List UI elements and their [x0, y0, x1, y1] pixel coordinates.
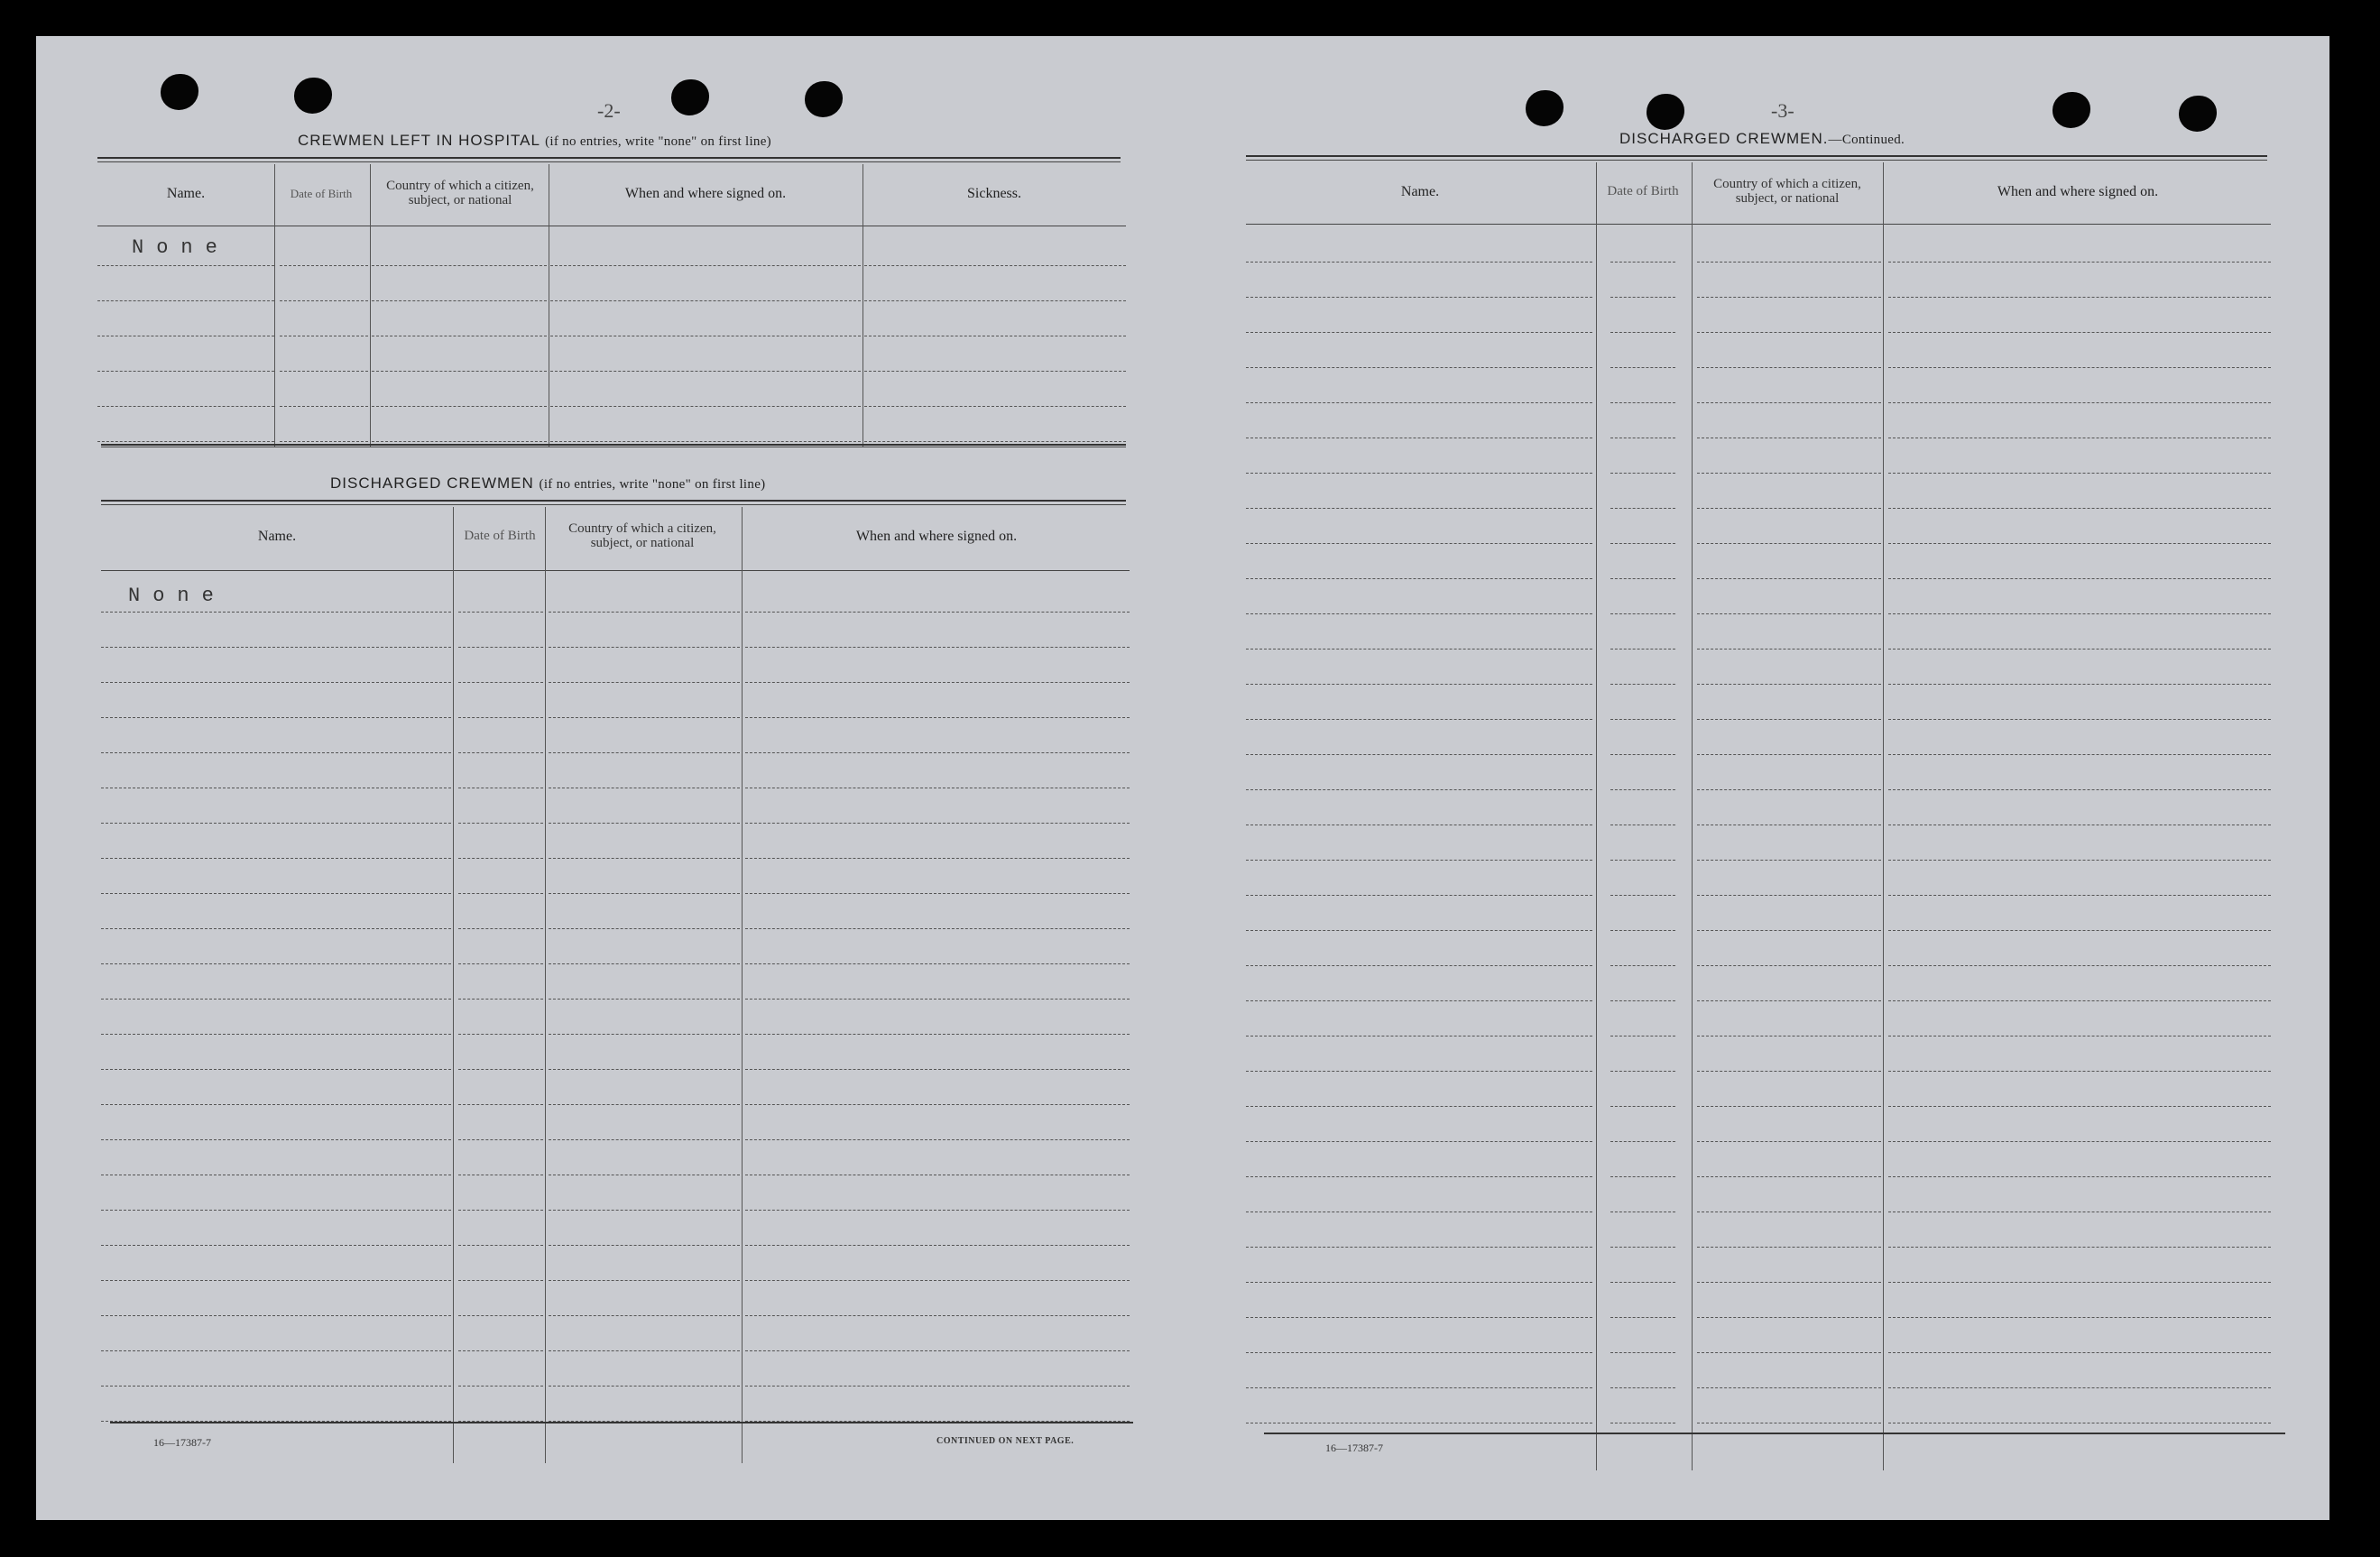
ruled-line [1610, 1106, 1675, 1107]
ruled-line [458, 1386, 543, 1387]
section-rule [1246, 155, 2267, 161]
ruled-line [1246, 895, 1592, 896]
ruled-line [1246, 332, 1592, 333]
ruled-line [458, 1069, 543, 1070]
column-divider [453, 507, 454, 1463]
hospital-section-title [298, 132, 771, 150]
ruled-line [458, 1210, 543, 1211]
column-divider [545, 507, 546, 1463]
ruled-line [1888, 613, 2271, 614]
ruled-line [1610, 1000, 1675, 1001]
ruled-line [458, 858, 543, 859]
hospital-title-note: (if no entries, write "none" on first line) [545, 134, 771, 149]
ruled-line [550, 406, 861, 407]
ruled-line [1697, 367, 1881, 368]
ruled-line [1697, 1247, 1881, 1248]
ruled-line [1610, 1352, 1675, 1353]
ruled-line [458, 1139, 543, 1140]
ruled-line [549, 1210, 740, 1211]
ruled-line [1697, 895, 1881, 896]
ruled-line [1610, 1071, 1675, 1072]
ruled-line [745, 1104, 1130, 1105]
ruled-line [1888, 297, 2271, 298]
ruled-line [1610, 860, 1675, 861]
ruled-line [745, 928, 1130, 929]
ruled-line [1610, 473, 1675, 474]
ruled-line [549, 1069, 740, 1070]
ruled-line [1697, 1282, 1881, 1283]
ruled-line [1610, 789, 1675, 790]
ruled-line [1246, 402, 1592, 403]
ruled-line [1246, 1141, 1592, 1142]
ruled-line [1888, 262, 2271, 263]
punch-hole [1526, 90, 1564, 126]
ruled-line [1610, 402, 1675, 403]
ruled-line [1246, 1387, 1592, 1388]
ruled-line [372, 300, 547, 301]
ruled-line [1246, 543, 1592, 544]
col-header-dob: Date of Birth [464, 529, 536, 544]
ruled-line [1888, 860, 2271, 861]
form-number: 16—17387-7 [1325, 1442, 1383, 1454]
ruled-line [550, 371, 861, 372]
ruled-line [101, 858, 451, 859]
ruled-line [1610, 754, 1675, 755]
column-divider [370, 164, 371, 447]
ruled-line [101, 752, 451, 753]
col-header-country: Country of which a citizen, subject, or national [386, 179, 534, 207]
ruled-line [864, 300, 1126, 301]
ruled-line [1246, 719, 1592, 720]
ruled-line [458, 1280, 543, 1281]
discharged-table [101, 507, 1130, 1463]
ruled-line [1697, 1352, 1881, 1353]
ruled-line [1697, 262, 1881, 263]
punch-hole [1647, 94, 1684, 130]
ruled-line [1610, 649, 1675, 650]
hospital-title-main: CREWMEN LEFT IN HOSPITAL [298, 132, 540, 149]
ruled-line [745, 893, 1130, 894]
ruled-line [1888, 965, 2271, 966]
punch-hole [2053, 92, 2090, 128]
ruled-line [745, 963, 1130, 964]
ruled-line [101, 823, 451, 824]
ruled-line [1246, 789, 1592, 790]
ruled-line [1610, 895, 1675, 896]
ruled-line [101, 928, 451, 929]
ruled-line [97, 300, 274, 301]
ruled-line [1888, 649, 2271, 650]
ruled-line [1888, 684, 2271, 685]
discharged-title-note: (if no entries, write "none" on first line) [539, 477, 766, 492]
ruled-line [1697, 543, 1881, 544]
ruled-line [745, 1034, 1130, 1035]
ruled-line [97, 441, 274, 442]
ruled-line [372, 406, 547, 407]
ruled-line [458, 823, 543, 824]
ruled-line [1888, 1000, 2271, 1001]
ruled-line [1888, 789, 2271, 790]
ruled-line [1246, 1000, 1592, 1001]
ruled-line [550, 265, 861, 266]
ruled-line [549, 752, 740, 753]
ruled-line [549, 682, 740, 683]
ruled-line [1610, 1247, 1675, 1248]
ruled-line [1610, 508, 1675, 509]
ruled-line [1246, 1352, 1592, 1353]
ruled-line [1610, 719, 1675, 720]
ruled-line [1697, 860, 1881, 861]
scanned-document [36, 36, 2329, 1520]
ruled-line [549, 1139, 740, 1140]
ruled-line [1697, 684, 1881, 685]
continued-title-note: —Continued. [1828, 133, 1905, 147]
col-header-sickness: Sickness. [967, 185, 1021, 201]
col-header-signed-on: When and where signed on. [855, 528, 1018, 544]
ruled-line [549, 858, 740, 859]
ruled-line [745, 999, 1130, 1000]
ruled-line [101, 1139, 451, 1140]
column-divider [1596, 162, 1597, 1470]
col-header-name: Name. [1400, 183, 1440, 199]
ruled-line [1610, 1317, 1675, 1318]
right-page [1186, 36, 2329, 1520]
ruled-line [1697, 965, 1881, 966]
ruled-line [1697, 402, 1881, 403]
ruled-line [458, 928, 543, 929]
ruled-line [1610, 1387, 1675, 1388]
discharged-first-entry: None [128, 585, 226, 607]
ruled-line [101, 717, 451, 718]
ruled-line [549, 647, 740, 648]
ruled-line [1246, 1176, 1592, 1177]
ruled-line [372, 265, 547, 266]
ruled-line [458, 1104, 543, 1105]
ruled-line [1246, 1282, 1592, 1283]
ruled-line [864, 406, 1126, 407]
ruled-line [745, 752, 1130, 753]
ruled-line [745, 823, 1130, 824]
ruled-line [101, 999, 451, 1000]
ruled-line [549, 612, 740, 613]
ruled-line [1610, 332, 1675, 333]
header-rule [1246, 224, 2271, 225]
column-divider [1883, 162, 1884, 1470]
ruled-line [1888, 543, 2271, 544]
column-divider [274, 164, 275, 447]
ruled-line [745, 1280, 1130, 1281]
section-rule [101, 500, 1126, 505]
ruled-line [97, 265, 274, 266]
ruled-line [549, 1104, 740, 1105]
col-header-country: Country of which a citizen, subject, or national [1713, 177, 1861, 206]
ruled-line [1697, 719, 1881, 720]
ruled-line [1610, 684, 1675, 685]
ruled-line [101, 1350, 451, 1351]
ruled-line [745, 1210, 1130, 1211]
ruled-line [458, 999, 543, 1000]
ruled-line [101, 682, 451, 683]
ruled-line [458, 682, 543, 683]
section-rule [97, 157, 1121, 162]
column-divider [742, 507, 743, 1463]
ruled-line [280, 300, 368, 301]
ruled-line [1610, 367, 1675, 368]
ruled-line [1888, 1071, 2271, 1072]
punch-hole [161, 74, 198, 110]
ruled-line [1697, 1317, 1881, 1318]
ruled-line [458, 1245, 543, 1246]
ruled-line [458, 1034, 543, 1035]
ruled-line [1246, 965, 1592, 966]
ruled-line [549, 1034, 740, 1035]
ruled-line [97, 371, 274, 372]
ruled-line [1246, 297, 1592, 298]
left-page [36, 36, 1186, 1520]
ruled-line [1246, 473, 1592, 474]
ruled-line [549, 717, 740, 718]
ruled-line [549, 1280, 740, 1281]
ruled-line [97, 406, 274, 407]
ruled-line [458, 612, 543, 613]
hospital-table [97, 164, 1126, 447]
ruled-line [1610, 965, 1675, 966]
ruled-line [745, 1315, 1130, 1316]
ruled-line [745, 1350, 1130, 1351]
ruled-line [458, 647, 543, 648]
ruled-line [458, 1350, 543, 1351]
section-rule [101, 444, 1126, 447]
ruled-line [745, 612, 1130, 613]
ruled-line [1697, 649, 1881, 650]
ruled-line [549, 1315, 740, 1316]
col-header-name: Name. [166, 185, 206, 201]
ruled-line [1888, 1247, 2271, 1248]
ruled-line [1246, 367, 1592, 368]
bottom-rule [110, 1422, 1133, 1423]
ruled-line [1697, 1106, 1881, 1107]
ruled-line [1888, 508, 2271, 509]
ruled-line [549, 1350, 740, 1351]
ruled-line [1888, 1387, 2271, 1388]
ruled-line [1697, 578, 1881, 579]
continued-note: CONTINUED ON NEXT PAGE. [936, 1436, 1075, 1446]
ruled-line [1888, 578, 2271, 579]
ruled-line [745, 647, 1130, 648]
ruled-line [280, 441, 368, 442]
discharged-title-main: DISCHARGED CREWMEN [330, 474, 534, 492]
ruled-line [1246, 1071, 1592, 1072]
ruled-line [745, 1245, 1130, 1246]
ruled-line [1610, 1141, 1675, 1142]
ruled-line [549, 928, 740, 929]
ruled-line [1610, 613, 1675, 614]
ruled-line [1697, 1176, 1881, 1177]
continued-title-main: DISCHARGED CREWMEN. [1619, 130, 1829, 147]
ruled-line [458, 752, 543, 753]
ruled-line [1888, 402, 2271, 403]
ruled-line [1246, 684, 1592, 685]
ruled-line [1246, 860, 1592, 861]
ruled-line [1697, 332, 1881, 333]
ruled-line [745, 1386, 1130, 1387]
ruled-line [101, 1315, 451, 1316]
ruled-line [1697, 1071, 1881, 1072]
col-header-signed-on: When and where signed on. [624, 185, 787, 201]
ruled-line [549, 893, 740, 894]
ruled-line [1246, 754, 1592, 755]
ruled-line [458, 963, 543, 964]
ruled-line [1246, 649, 1592, 650]
punch-hole [294, 78, 332, 114]
ruled-line [745, 1139, 1130, 1140]
discharged-continued-title [1619, 130, 1905, 148]
punch-hole [805, 81, 843, 117]
punch-hole [671, 79, 709, 115]
ruled-line [550, 441, 861, 442]
ruled-line [1246, 613, 1592, 614]
ruled-line [1697, 508, 1881, 509]
ruled-line [1697, 297, 1881, 298]
ruled-line [101, 1210, 451, 1211]
ruled-line [1888, 1317, 2271, 1318]
ruled-line [1888, 332, 2271, 333]
page-number: -3- [1771, 99, 1794, 122]
ruled-line [1610, 297, 1675, 298]
ruled-line [864, 265, 1126, 266]
ruled-line [1888, 1282, 2271, 1283]
ruled-line [550, 300, 861, 301]
col-header-dob: Date of Birth [1607, 184, 1679, 199]
ruled-line [1888, 367, 2271, 368]
ruled-line [1610, 578, 1675, 579]
ruled-line [1888, 930, 2271, 931]
discharged-continued-table [1246, 162, 2271, 1470]
ruled-line [458, 717, 543, 718]
ruled-line [1246, 508, 1592, 509]
ruled-line [1888, 1106, 2271, 1107]
ruled-line [1888, 1176, 2271, 1177]
col-header-country: Country of which a citizen, subject, or national [568, 521, 716, 550]
ruled-line [745, 858, 1130, 859]
ruled-line [1697, 754, 1881, 755]
ruled-line [549, 1245, 740, 1246]
ruled-line [1246, 1106, 1592, 1107]
ruled-line [1888, 754, 2271, 755]
hospital-first-entry: None [132, 236, 230, 259]
ruled-line [1697, 1141, 1881, 1142]
ruled-line [280, 406, 368, 407]
ruled-line [101, 1386, 451, 1387]
ruled-line [1697, 1387, 1881, 1388]
ruled-line [1697, 473, 1881, 474]
bottom-rule [1264, 1433, 2285, 1434]
ruled-line [101, 612, 451, 613]
ruled-line [745, 1069, 1130, 1070]
ruled-line [101, 1280, 451, 1281]
ruled-line [101, 1104, 451, 1105]
col-header-signed-on: When and where signed on. [1997, 183, 2159, 199]
ruled-line [1888, 1352, 2271, 1353]
ruled-line [1697, 789, 1881, 790]
ruled-line [1246, 930, 1592, 931]
ruled-line [280, 371, 368, 372]
ruled-line [1246, 1247, 1592, 1248]
ruled-line [549, 1386, 740, 1387]
discharged-section-title [330, 474, 765, 493]
col-header-name: Name. [257, 528, 297, 544]
ruled-line [1888, 473, 2271, 474]
ruled-line [745, 717, 1130, 718]
ruled-line [549, 963, 740, 964]
ruled-line [745, 682, 1130, 683]
column-divider [1692, 162, 1693, 1470]
ruled-line [864, 371, 1126, 372]
ruled-line [101, 647, 451, 648]
ruled-line [864, 441, 1126, 442]
ruled-line [372, 371, 547, 372]
ruled-line [458, 1315, 543, 1316]
ruled-line [101, 893, 451, 894]
ruled-line [280, 265, 368, 266]
ruled-line [549, 823, 740, 824]
col-header-dob: Date of Birth [290, 187, 353, 201]
ruled-line [458, 893, 543, 894]
ruled-line [1697, 613, 1881, 614]
form-number: 16—17387-7 [153, 1436, 211, 1449]
header-rule [101, 570, 1130, 571]
ruled-line [549, 999, 740, 1000]
ruled-line [1610, 1282, 1675, 1283]
ruled-line [101, 1245, 451, 1246]
ruled-line [1246, 578, 1592, 579]
ruled-line [1697, 930, 1881, 931]
ruled-line [1246, 1317, 1592, 1318]
punch-hole [2179, 96, 2217, 132]
ruled-line [101, 1069, 451, 1070]
ruled-line [1888, 895, 2271, 896]
page-number: -2- [597, 99, 621, 122]
ruled-line [1697, 1000, 1881, 1001]
ruled-line [1610, 262, 1675, 263]
ruled-line [101, 963, 451, 964]
ruled-line [1610, 543, 1675, 544]
ruled-line [372, 441, 547, 442]
ruled-line [1888, 719, 2271, 720]
ruled-line [101, 1034, 451, 1035]
ruled-line [1610, 1176, 1675, 1177]
ruled-line [1610, 930, 1675, 931]
ruled-line [1246, 262, 1592, 263]
ruled-line [1888, 1141, 2271, 1142]
